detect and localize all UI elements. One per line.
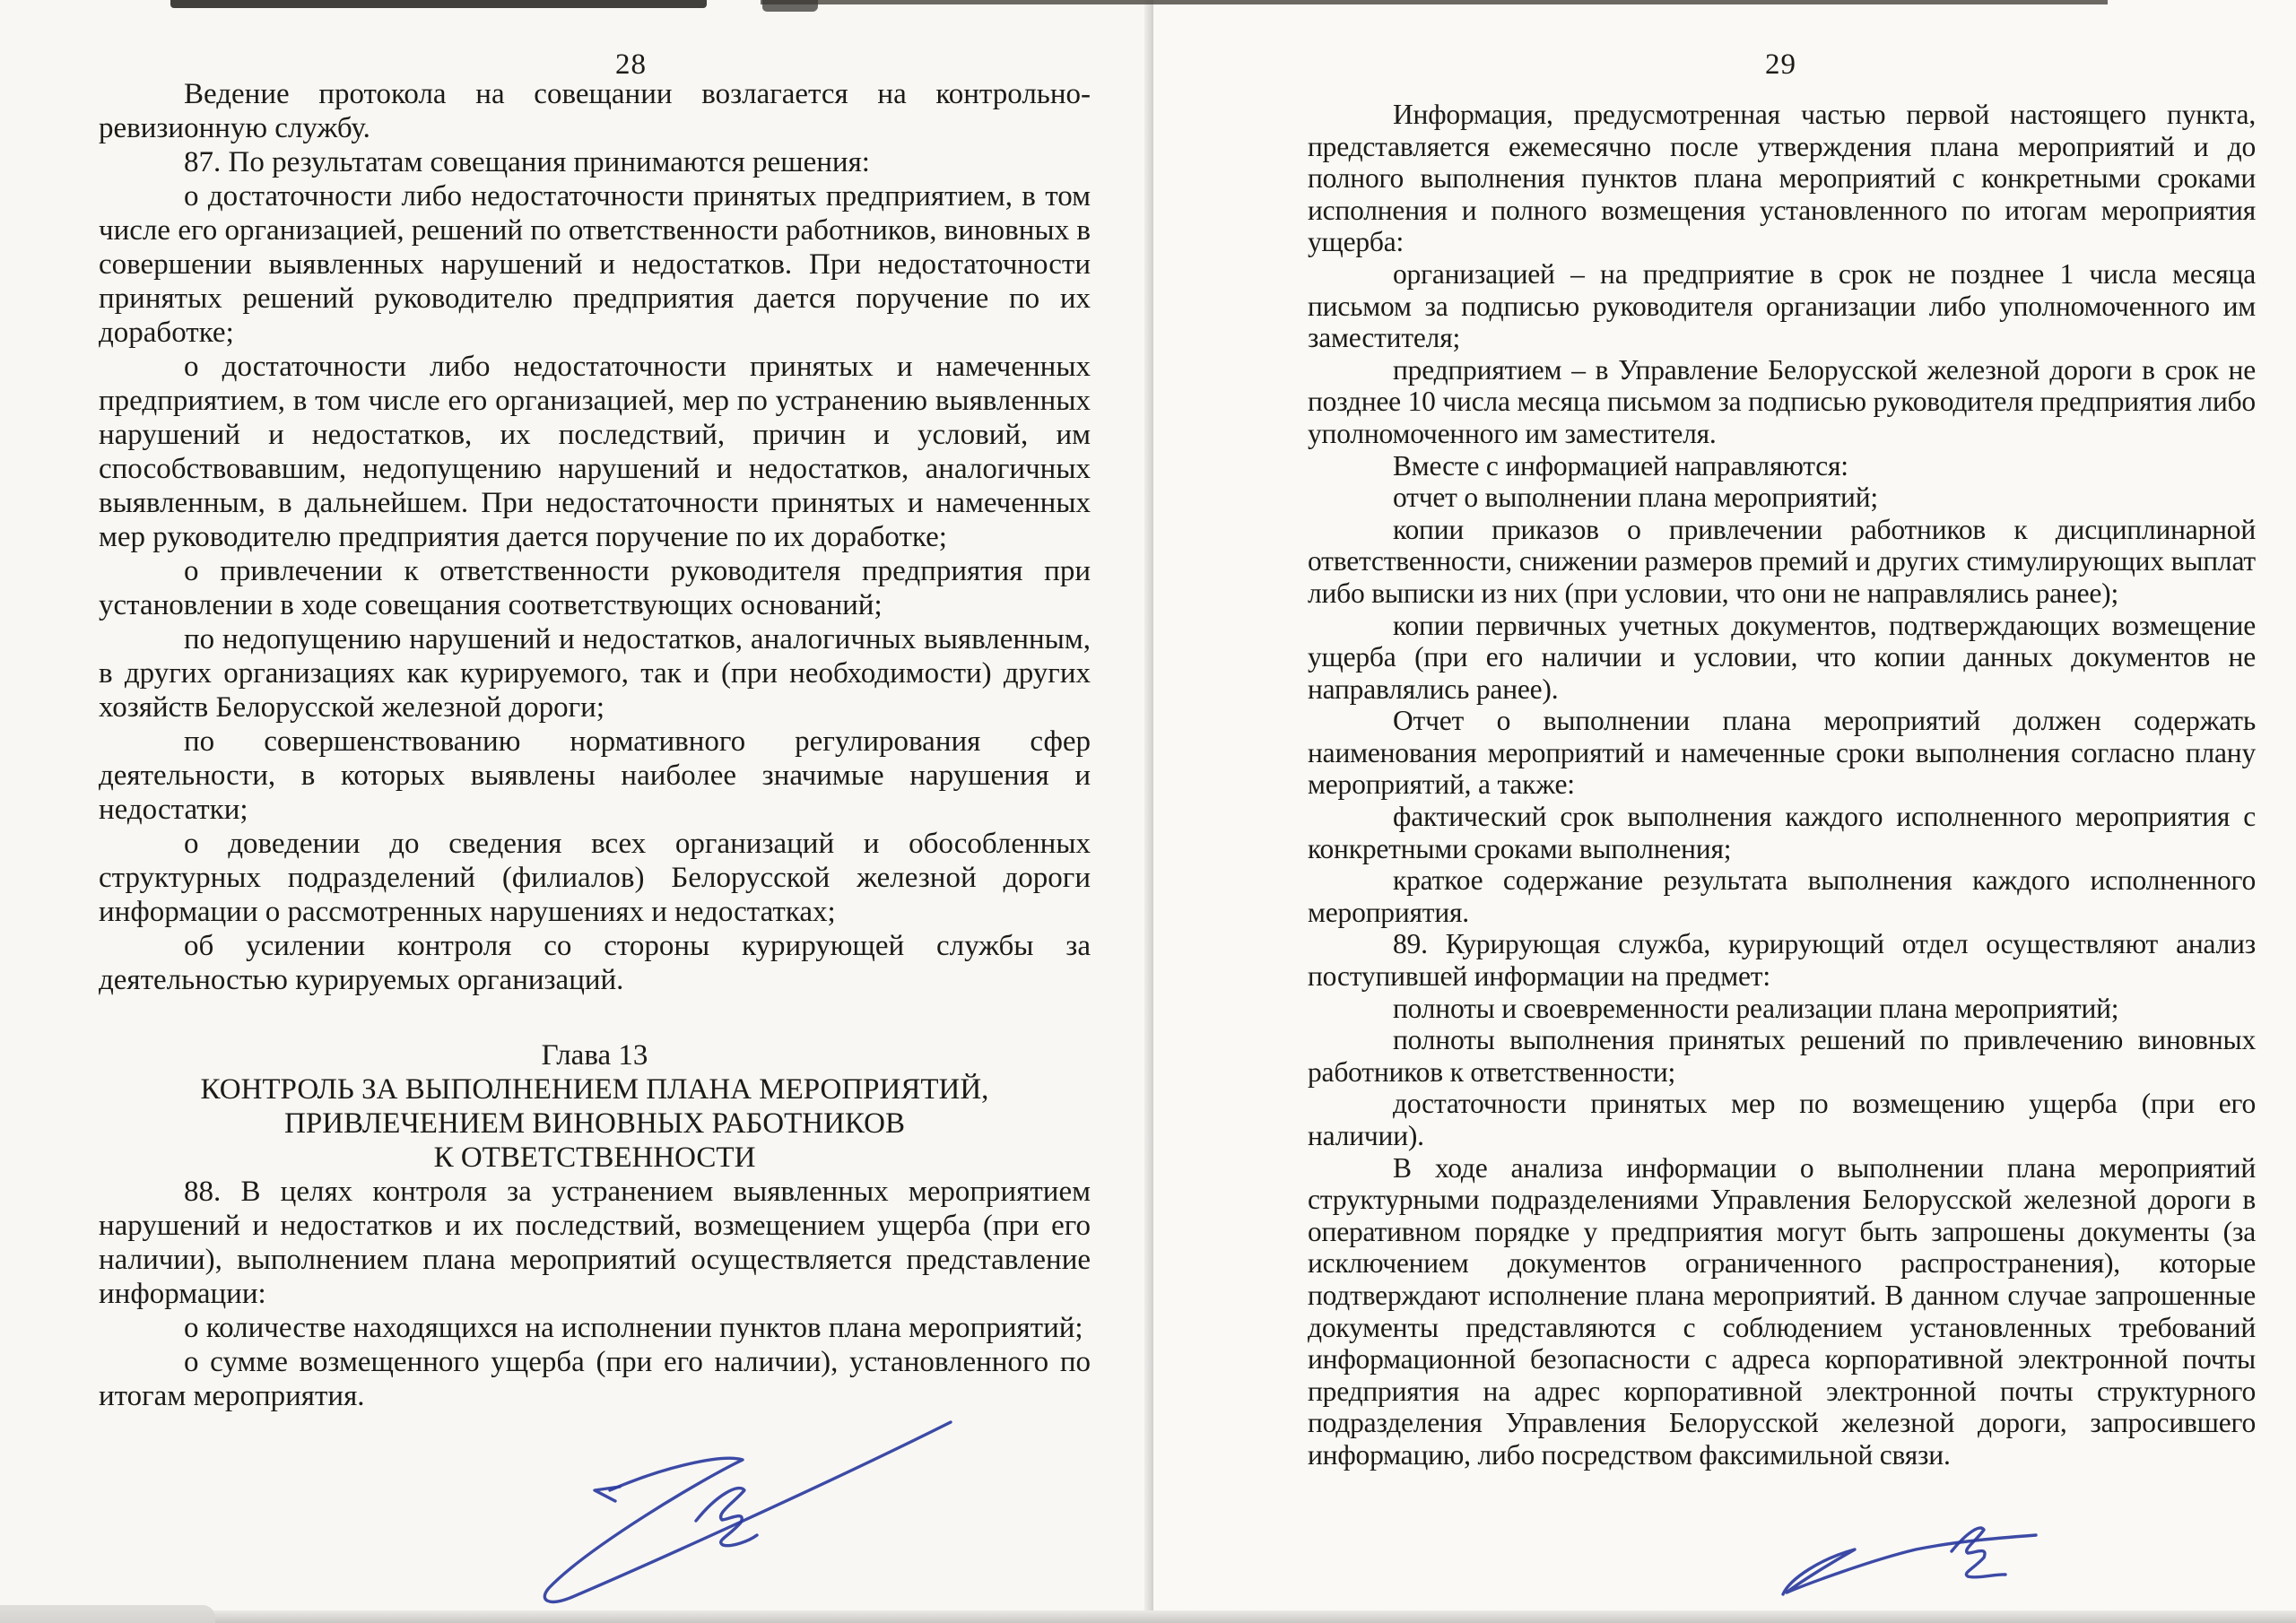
signature-stroke	[544, 1422, 951, 1601]
paragraph: о количестве находящихся на исполнении пунктов плана мероприятий;	[184, 1312, 1083, 1344]
page-number-28: 28	[615, 48, 647, 81]
paragraph: Вместе с информацией направляются:	[1393, 449, 1848, 482]
paragraph: полноты и своевременности реализации плана мероприятий;	[1393, 992, 2119, 1024]
paragraph: фактический срок выполнения каждого исполненного мероприятия с конкретными сроками выполнения;	[1308, 801, 2256, 864]
scan-artifact-top-blob	[762, 0, 818, 12]
signature-stroke	[1952, 1528, 2005, 1577]
paragraph: предприятием – в Управление Белорусской железной дороги в срок не позднее 10 числа месяца письмом за подписью руководителя предприятия либо уполномоченного им заместителя.	[1308, 353, 2256, 449]
paragraph: краткое содержание результата выполнения каждого исполненного мероприятия.	[1308, 864, 2256, 928]
signature-ink-page-28	[502, 1404, 969, 1606]
signature-stroke	[1783, 1535, 2036, 1594]
paragraph: о привлечении к ответственности руководителя предприятия при установлении в ходе совещания соответствующих оснований;	[99, 555, 1091, 621]
scan-artifact-top-right	[761, 0, 2108, 4]
paragraph: по недопущению нарушений и недостатков, аналогичных выявленным, в других организациях как курируемого, так и (при необходимости) других хозяйств Белорусской железной дороги;	[99, 623, 1091, 724]
paragraph: 87. По результатам совещания принимаются решения:	[184, 146, 870, 178]
paragraph: 88. В целях контроля за устранением выявленных мероприятием нарушений и недостатков и их последствий, возмещением ущерба (при его наличии), выполнением плана мероприятий осуществляется представление информации:	[99, 1176, 1091, 1310]
scan-artifact-top-left	[170, 0, 707, 8]
page-28-text-block	[99, 77, 1091, 1413]
page-29	[1153, 0, 2296, 1623]
paragraph: копии первичных учетных документов, подтверждающих возмещение ущерба (при его наличии и условии, что копии данных документов не направлялись ранее).	[1308, 609, 2256, 705]
paragraph: Ведение протокола на совещании возлагается на контрольно-ревизионную службу.	[99, 78, 1091, 144]
paragraph: К ОТВЕТСТВЕННОСТИ	[433, 1141, 756, 1174]
paragraph: Отчет о выполнении плана мероприятий должен содержать наименования мероприятий и намеченные сроки выполнения согласно плану мероприятий, а также:	[1308, 705, 2256, 801]
paragraph: о сумме возмещенного ущерба (при его наличии), установленного по итогам мероприятия.	[99, 1346, 1091, 1412]
page-29-text-block	[1308, 99, 2256, 1471]
paragraph: о доведении до сведения всех организаций и обособленных структурных подразделений (филиалов) Белорусской железной дороги информации о рассмотренных нарушениях и недостатках;	[99, 828, 1091, 928]
paragraph: Глава 13	[541, 1039, 648, 1072]
paragraph: о достаточности либо недостаточности принятых предприятием, в том числе его организацией, решений по ответственности работников, виновных в совершении выявленных нарушений и недостатков. При недостаточности принятых решений руководителю предприятия дается поручение по их доработке;	[99, 180, 1091, 349]
paragraph: об усилении контроля со стороны курирующей службы за деятельностью курируемых организаций.	[99, 930, 1091, 996]
paragraph: полноты выполнения принятых решений по привлечению виновных работников к ответственности;	[1308, 1024, 2256, 1088]
paragraph: достаточности принятых мер по возмещению ущерба (при его наличии).	[1308, 1088, 2256, 1151]
paragraph: КОНТРОЛЬ ЗА ВЫПОЛНЕНИЕМ ПЛАНА МЕРОПРИЯТИЙ,	[200, 1073, 989, 1106]
paragraph: о достаточности либо недостаточности принятых и намеченных предприятием, в том числе его организацией, мер по устранению выявленных нарушений и недостатков, их последствий, причин и условий, им способствовавшим, недопущению нарушений и недостатков, аналогичных выявленным, в дальнейшем. При недостаточности принятых и намеченных мер руководителю предприятия дается поручение по их доработке;	[99, 351, 1091, 553]
signature-ink-page-29	[1736, 1515, 2041, 1614]
scan-artifact-bottom-edge	[0, 1610, 2296, 1623]
page-number-29: 29	[1765, 48, 1796, 81]
paragraph: организацией – на предприятие в срок не позднее 1 числа месяца письмом за подписью руководителя организации либо уполномоченного им заместителя;	[1308, 257, 2256, 354]
paragraph: 89. Курирующая служба, курирующий отдел осуществляют анализ поступившей информации на предмет:	[1308, 928, 2256, 993]
scan-artifact-bottom-left	[0, 1605, 215, 1623]
paragraph: В ходе анализа информации о выполнении плана мероприятий структурными подразделениями Управления Белорусской железной дороги в оперативном порядке у предприятия могут быть запрошены документы (за исключением документов ограниченного распространения), которые подтверждают исполнение плана мероприятий. В данном случае запрошенные документы представляются с соблюдением установленных требований информационной безопасности с адреса корпоративной электронной почты предприятия на адрес корпоративной электронной почты структурного подразделения Управления Белорусской железной дороги, запросившего информацию, либо посредством факсимильной связи.	[1308, 1151, 2256, 1471]
paragraph: отчет о выполнении плана мероприятий;	[1393, 482, 1878, 514]
paragraph: копии приказов о привлечении работников к дисциплинарной ответственности, снижении размеров премий и других стимулирующих выплат либо выписки из них (при условии, что они не направлялись ранее);	[1308, 513, 2256, 609]
paragraph: ПРИВЛЕЧЕНИЕМ ВИНОВНЫХ РАБОТНИКОВ	[284, 1107, 905, 1140]
paragraph: по совершенствованию нормативного регулирования сфер деятельности, в которых выявлены наиболее значимые нарушения и недостатки;	[99, 725, 1091, 826]
paragraph: Информация, предусмотренная частью первой настоящего пункта, представляется ежемесячно после утверждения плана мероприятий и до полного выполнения пунктов плана мероприятий с конкретными сроками исполнения и полного возмещения установленного по итогам мероприятия ущерба:	[1308, 99, 2256, 258]
